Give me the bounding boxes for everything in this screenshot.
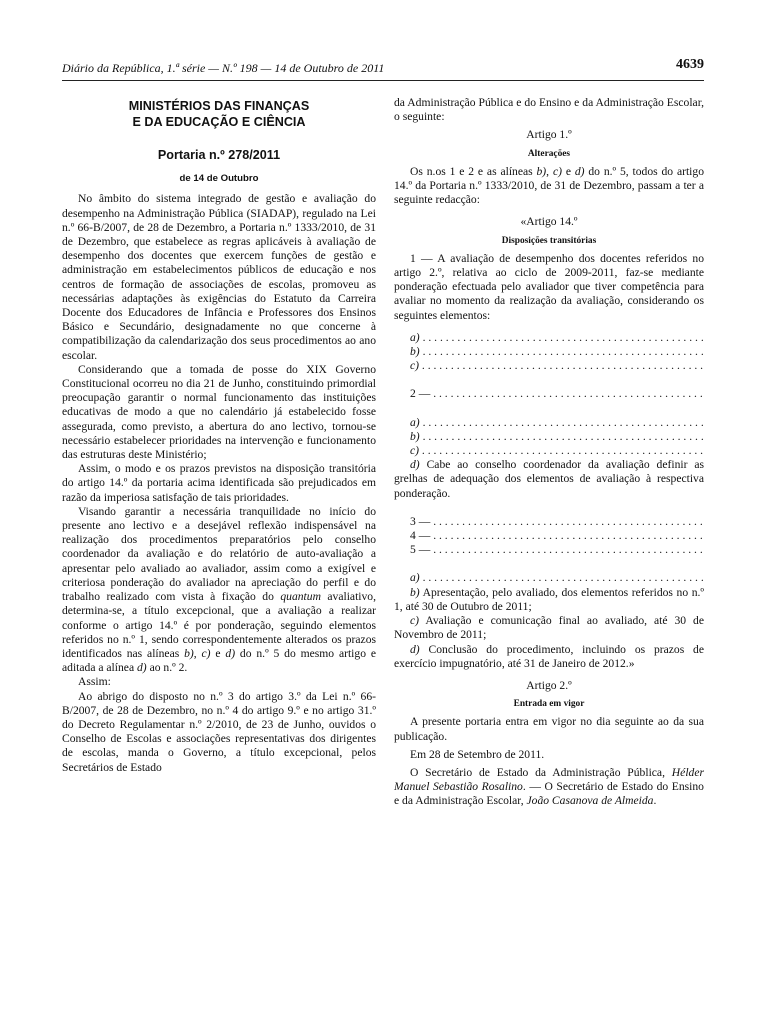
item-5-b: b) Apresentação, pelo avaliado, dos elementos referidos no n.º 1, até 30 de Outubro de 2011; [394,585,704,613]
paragraph-2: Considerando que a tomada de posse do XIX Governo Constitucional ocorreu no dia 21 de Junho, constituindo primordial preocupação garantir o normal funcionamento das instituições educativas de modo a que no calendário já estabelecido fosse assegurada, como previsto, a abertura do ano lectivo, tornou-se necessário estabelecer prioridades na intervenção e funcionamento das estruturas deste Ministério; [62,362,376,462]
ministry-heading-line2: E DA EDUCAÇÃO E CIÊNCIA [132,115,306,129]
journal-reference: Diário da República, 1.ª série — N.º 198 — 14 de Outubro de 2011 [62,61,385,75]
paragraph-4: Visando garantir a necessária tranquilidade no início do presente ano lectivo e a desejável reflexão indispensável na realização dos procedimentos preparatórios pelo conselho coordenador da avaliação e do relatório de auto-avaliação a apresentar pelo avaliado ao avaliador, assim como a exigível e criteriosa ponderação do avaliador na apreciação do perfil e do trabalho realizado com vista à fixação do quantum avaliativo, determina-se, a título excepcional, que a avaliação a realizar conforme o artigo 14.º é por ponderação, seguindo elementos referidos no n.º 1, sendo correspondentemente alterados os prazos identificados nas alíneas b), c) e d) do n.º 5 do mesmo artigo e aditada a alínea d) ao n.º 2. [62,504,377,675]
vigor-text: A presente portaria entra em vigor no dia seguinte ao da sua publicação. [394,715,704,743]
paragraph-6: Ao abrigo do disposto no n.º 3 do artigo 3.º da Lei n.º 66-B/2007, de 28 de Dezembro, no n.º 4 do artigo 9.º e no artigo 31.º do Decreto Regulamentar n.º 2/2010, de 23 de Junho, ouvidos o Conselho de Escolas e associações representativas dos dirigentes de escolas, manda o Governo, a título excepcional, pelos Secretários de Estado [62,689,376,774]
item-4: 4 — . . . [394,529,704,543]
portaria-title: Portaria n.º 278/2011 [157,148,281,162]
artigo-14-heading: «Artigo 14.º [520,215,578,229]
item-2-b: b) . . . [394,430,704,444]
artigo-1-text: Os n.os 1 e 2 e as alíneas b), c) e d) do n.º 5, todos do artigo 14.º da Portaria n.º 1333/2010, de 31 de Dezembro, passam a ter a seguinte redacção: [394,164,704,207]
left-column [62,96,376,775]
page-number: 4639 [676,57,704,72]
item-2-c: c) . . . [394,444,704,458]
paragraph-1: No âmbito do sistema integrado de gestão e avaliação do desempenho na Administração Pública (SIADAP), regulado na Lei n.º 66-B/2007, de 28 de Dezembro, a Portaria n.º 1333/2010, de 31 de Dezembro, que estabelece as regras aplicáveis à avaliação de desempenho dos docentes que exercem funções de gestão e administração em estabelecimentos públicos de educação e nos centros de formação de associações de escolas, promoveu as necessárias adaptações às exigências do Estatuto da Carreira Docente dos Educadores de Infância e Professores dos Ensinos Básico e Secundário, designadamente no que concerne à compatibilização da calendarização dos seus procedimentos ao ano escolar. [62,192,376,362]
item-5-d: d) Conclusão do procedimento, incluindo os prazos de exercício impugnatório, até 31 de Janeiro de 2012.» [394,642,704,670]
item-1-c: c) . . . [394,359,704,373]
continuation-text: da Administração Pública e do Ensino e da Administração Escolar, o seguinte: [394,96,704,124]
right-column [394,96,704,809]
item-1-text: 1 — A avaliação de desempenho dos docentes referidos no artigo 2.º, relativa ao ciclo de 2009-2011, faz-se mediante ponderação efectuada pelo avaliador que tiver competência para avaliar no momento da realização da avaliação, considerando os seguintes elementos: [394,251,704,322]
item-3: 3 — . . . [394,515,704,529]
alteracoes-heading: Alterações [527,148,571,159]
page-header [62,58,704,81]
item-5-a: a) . . . [394,571,704,585]
date-signed: Em 28 de Setembro de 2011. [410,747,545,761]
item-5-c: c) Avaliação e comunicação final ao avaliado, até 30 de Novembro de 2011; [394,614,704,642]
artigo-1-heading: Artigo 1.º [526,128,572,142]
disposicoes-heading: Disposições transitórias [501,235,597,246]
item-1-b: b) . . . [394,345,704,359]
paragraph-5: Assim: [78,675,111,689]
ministry-heading-line1: MINISTÉRIOS DAS FINANÇAS [128,99,310,113]
item-2-d: d) Cabe ao conselho coordenador da avaliação definir as grelhas de adequação dos elementos de avaliação à respectiva ponderação. [394,458,704,500]
artigo-2-heading: Artigo 2.º [526,678,572,692]
paragraph-3: Assim, o modo e os prazos previstos na disposição transitória do artigo 14.º da portaria acima identificada são prejudicados em razão da imperiosa satisfação de tais prioridades. [62,462,376,504]
ministry-heading [62,98,376,130]
entrada-heading: Entrada em vigor [513,699,585,710]
item-1-a: a) . . . [394,331,704,345]
portaria-date: de 14 de Outubro [179,173,259,185]
signatures: O Secretário de Estado da Administração Pública, Hélder Manuel Sebastião Rosalino. — O Secretário de Estado do Ensino e da Administração Escolar, João Casanova de Almeida. [394,765,704,808]
item-5: 5 — . . . [394,543,704,557]
item-2-a: a) . . . [394,416,704,430]
item-2: 2 — . . . [394,387,704,401]
